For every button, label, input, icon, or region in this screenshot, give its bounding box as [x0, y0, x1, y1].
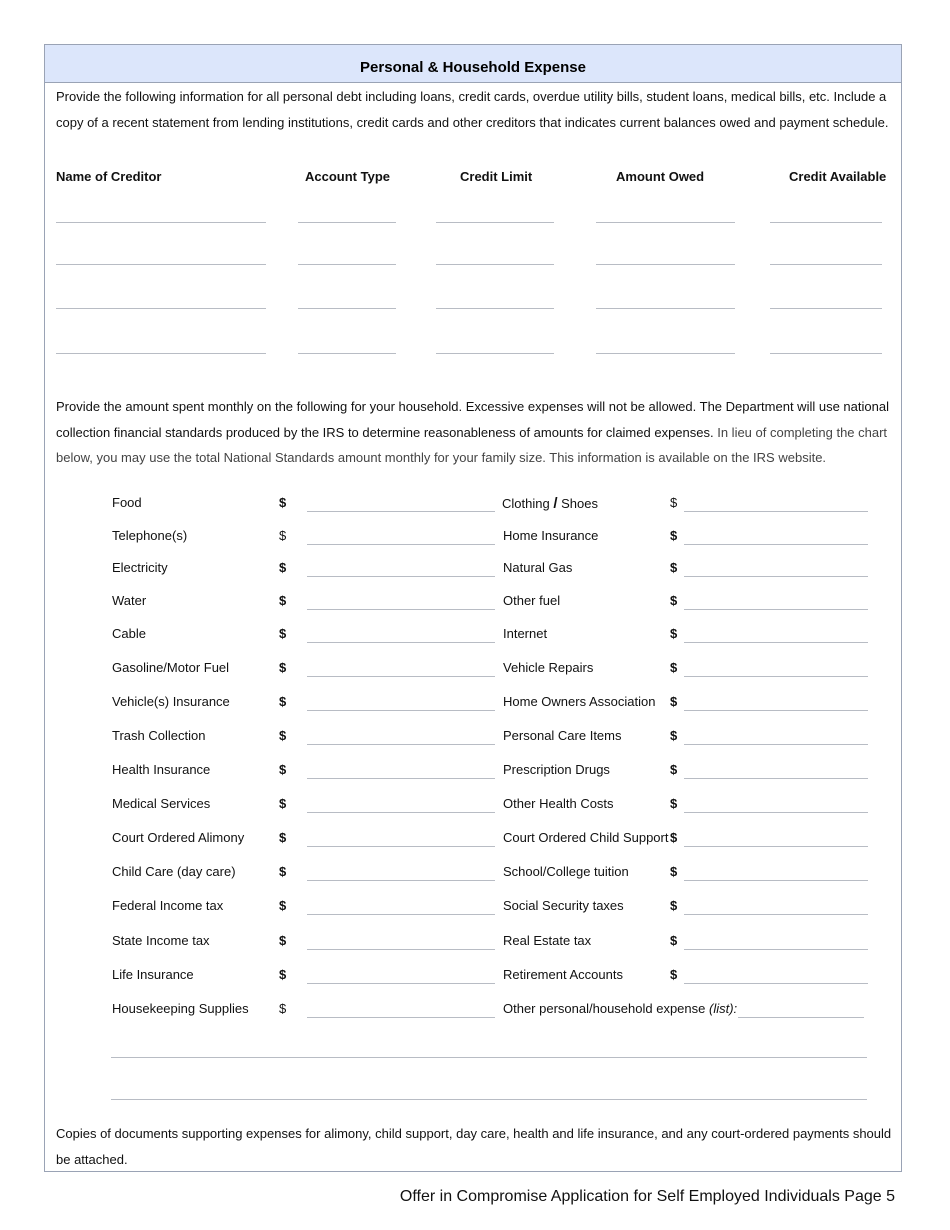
dollar-sign: $ [670, 830, 678, 845]
expense-field-trash-collection[interactable] [307, 744, 495, 745]
expense-label-personal-care-items: Personal Care Items [503, 728, 622, 743]
col-credit-limit: Credit Limit [460, 169, 533, 184]
expense-label-child-care-day-care: Child Care (day care) [112, 864, 236, 879]
dollar-sign: $ [279, 728, 287, 743]
debt-cell-r4-c2[interactable] [298, 353, 396, 354]
debt-cell-r2-c5[interactable] [770, 264, 882, 265]
expense-label-food: Food [112, 495, 142, 510]
expense-field-prescription-drugs[interactable] [684, 778, 868, 779]
dollar-sign: $ [670, 933, 678, 948]
col-amount-owed: Amount Owed [616, 169, 705, 184]
dollar-sign: $ [279, 528, 287, 543]
dollar-sign: $ [279, 560, 287, 575]
expense-field-court-ordered-child-support[interactable] [684, 846, 868, 847]
expense-field-state-income-tax[interactable] [307, 949, 495, 950]
expense-field-other-health-costs[interactable] [684, 812, 868, 813]
dollar-sign: $ [670, 694, 678, 709]
expense-field-food[interactable] [307, 511, 495, 512]
expense-field-school-college-tuition[interactable] [684, 880, 868, 881]
expense-field-personal-care-items[interactable] [684, 744, 868, 745]
expense-label-telephone-s: Telephone(s) [112, 528, 188, 543]
expense-label-electricity: Electricity [112, 560, 168, 575]
expense-label-other-health-costs: Other Health Costs [503, 796, 614, 811]
dollar-sign: $ [279, 1001, 287, 1016]
dollar-sign: $ [279, 864, 287, 879]
expense-label-court-ordered-alimony: Court Ordered Alimony [112, 830, 245, 845]
monthly-intro-muted: In lieu of completing the chart below, you may use the total National Standards amount monthly for your family size. This information is available on the IRS website. [56, 424, 888, 465]
expense-field-electricity[interactable] [307, 576, 495, 577]
debt-cell-r4-c3[interactable] [436, 353, 554, 354]
expense-label-state-income-tax: State Income tax [112, 933, 210, 948]
expense-field-vehicle-s-insurance[interactable] [307, 710, 495, 711]
expense-label-prescription-drugs: Prescription Drugs [503, 762, 610, 777]
expense-label-social-security-taxes: Social Security taxes [503, 898, 624, 913]
debt-cell-r3-c1[interactable] [56, 308, 266, 309]
expense-field-retirement-accounts[interactable] [684, 983, 868, 984]
expense-label-trash-collection: Trash Collection [112, 728, 206, 743]
dollar-sign: $ [279, 593, 287, 608]
page-footer: Offer in Compromise Application for Self Employed Individuals Page 5 [399, 1188, 895, 1205]
debt-cell-r3-c5[interactable] [770, 308, 882, 309]
expense-label-natural-gas: Natural Gas [503, 560, 573, 575]
expense-field-water[interactable] [307, 609, 495, 610]
expense-field-health-insurance[interactable] [307, 778, 495, 779]
expense-field-vehicle-repairs[interactable] [684, 676, 868, 677]
expense-field-home-insurance[interactable] [684, 544, 868, 545]
debt-cell-r1-c5[interactable] [770, 222, 882, 223]
dollar-sign: $ [670, 560, 678, 575]
expense-field-court-ordered-alimony[interactable] [307, 846, 495, 847]
expense-field-natural-gas[interactable] [684, 576, 868, 577]
expense-field-medical-services[interactable] [307, 812, 495, 813]
expense-field-telephone-s[interactable] [307, 544, 495, 545]
debt-cell-r1-c3[interactable] [436, 222, 554, 223]
other-expense-field[interactable] [738, 1017, 864, 1018]
dollar-sign: $ [670, 898, 678, 913]
expense-field-internet[interactable] [684, 642, 868, 643]
other-expense-line-1[interactable] [111, 1057, 867, 1058]
other-expense-label: Other personal/household expense (list): [503, 1001, 738, 1016]
other-expense-line-2[interactable] [111, 1099, 867, 1100]
debt-cell-r4-c1[interactable] [56, 353, 266, 354]
debt-cell-r2-c3[interactable] [436, 264, 554, 265]
expense-field-gasoline-motor-fuel[interactable] [307, 676, 495, 677]
dollar-sign: $ [279, 830, 287, 845]
expense-field-housekeeping-supplies[interactable] [307, 1017, 495, 1018]
expense-label-clothing-shoes: Clothing / Shoes [502, 495, 598, 512]
expense-label-cable: Cable [112, 626, 146, 641]
debt-cell-r4-c5[interactable] [770, 353, 882, 354]
debt-cell-r4-c4[interactable] [596, 353, 735, 354]
expense-field-life-insurance[interactable] [307, 983, 495, 984]
dollar-sign: $ [279, 626, 287, 641]
expense-label-vehicle-repairs: Vehicle Repairs [503, 660, 594, 675]
expense-label-medical-services: Medical Services [112, 796, 211, 811]
dollar-sign: $ [670, 660, 678, 675]
expense-field-social-security-taxes[interactable] [684, 914, 868, 915]
expense-field-home-owners-association[interactable] [684, 710, 868, 711]
debt-cell-r2-c4[interactable] [596, 264, 735, 265]
expense-field-clothing-shoes[interactable] [684, 511, 868, 512]
dollar-sign: $ [670, 593, 678, 608]
closing-note: Copies of documents supporting expenses for alimony, child support, day care, health and life insurance, and any court-ordered payments should be attached. [56, 1126, 892, 1167]
col-account-type: Account Type [305, 169, 390, 184]
debt-cell-r3-c2[interactable] [298, 308, 396, 309]
dollar-sign: $ [279, 898, 287, 913]
expense-field-cable[interactable] [307, 642, 495, 643]
dollar-sign: $ [670, 796, 678, 811]
expense-label-vehicle-s-insurance: Vehicle(s) Insurance [112, 694, 230, 709]
expense-label-school-college-tuition: School/College tuition [503, 864, 629, 879]
debt-cell-r3-c4[interactable] [596, 308, 735, 309]
expense-label-housekeeping-supplies: Housekeeping Supplies [112, 1001, 249, 1016]
expense-label-retirement-accounts: Retirement Accounts [503, 967, 623, 982]
section-title: Personal & Household Expense [360, 59, 586, 76]
dollar-sign: $ [670, 728, 678, 743]
expense-label-real-estate-tax: Real Estate tax [503, 933, 592, 948]
dollar-sign: $ [670, 864, 678, 879]
expense-field-child-care-day-care[interactable] [307, 880, 495, 881]
expense-label-home-owners-association: Home Owners Association [503, 694, 656, 709]
section-header [45, 45, 901, 83]
dollar-sign: $ [279, 694, 287, 709]
debt-cell-r2-c2[interactable] [298, 264, 396, 265]
debt-intro-text: Provide the following information for all personal debt including loans, credit cards, overdue utility bills, student loans, medical bills, etc. Include a copy of a recent statement from lending institutions, credit cards and other creditors that indicates current balances owed and payment schedule. [56, 89, 889, 130]
expense-field-federal-income-tax[interactable] [307, 914, 495, 915]
monthly-intro-text [56, 394, 896, 471]
col-name-of-creditor: Name of Creditor [56, 169, 162, 184]
dollar-sign: $ [279, 967, 287, 982]
expense-label-court-ordered-child-support: Court Ordered Child Support [503, 830, 669, 845]
dollar-sign: $ [279, 933, 287, 948]
expense-field-real-estate-tax[interactable] [684, 949, 868, 950]
expense-label-water: Water [112, 593, 147, 608]
dollar-sign: $ [279, 660, 287, 675]
debt-cell-r1-c1[interactable] [56, 222, 266, 223]
expense-label-life-insurance: Life Insurance [112, 967, 194, 982]
dollar-sign: $ [670, 762, 678, 777]
debt-cell-r1-c2[interactable] [298, 222, 396, 223]
col-credit-available: Credit Available [789, 169, 887, 184]
expense-label-home-insurance: Home Insurance [503, 528, 599, 543]
dollar-sign: $ [279, 796, 287, 811]
debt-cell-r2-c1[interactable] [56, 264, 266, 265]
monthly-intro-main: Provide the amount spent monthly on the following for your household. Excessive expenses will not be allowed. The Department will use national collection financial standards produced by the IRS to determine reasonableness of amounts for claimed expenses. [56, 399, 889, 440]
debt-cell-r1-c4[interactable] [596, 222, 735, 223]
dollar-sign: $ [279, 495, 287, 510]
dollar-sign: $ [670, 967, 678, 982]
expense-label-health-insurance: Health Insurance [112, 762, 211, 777]
expense-label-internet: Internet [503, 626, 548, 641]
debt-cell-r3-c3[interactable] [436, 308, 554, 309]
expense-label-federal-income-tax: Federal Income tax [112, 898, 224, 913]
expense-field-other-fuel[interactable] [684, 609, 868, 610]
expense-label-other-fuel: Other fuel [503, 593, 561, 608]
dollar-sign: $ [670, 495, 678, 510]
dollar-sign: $ [279, 762, 287, 777]
dollar-sign: $ [670, 528, 678, 543]
expense-form-frame [44, 44, 902, 1172]
expense-label-gasoline-motor-fuel: Gasoline/Motor Fuel [112, 660, 230, 675]
dollar-sign: $ [670, 626, 678, 641]
